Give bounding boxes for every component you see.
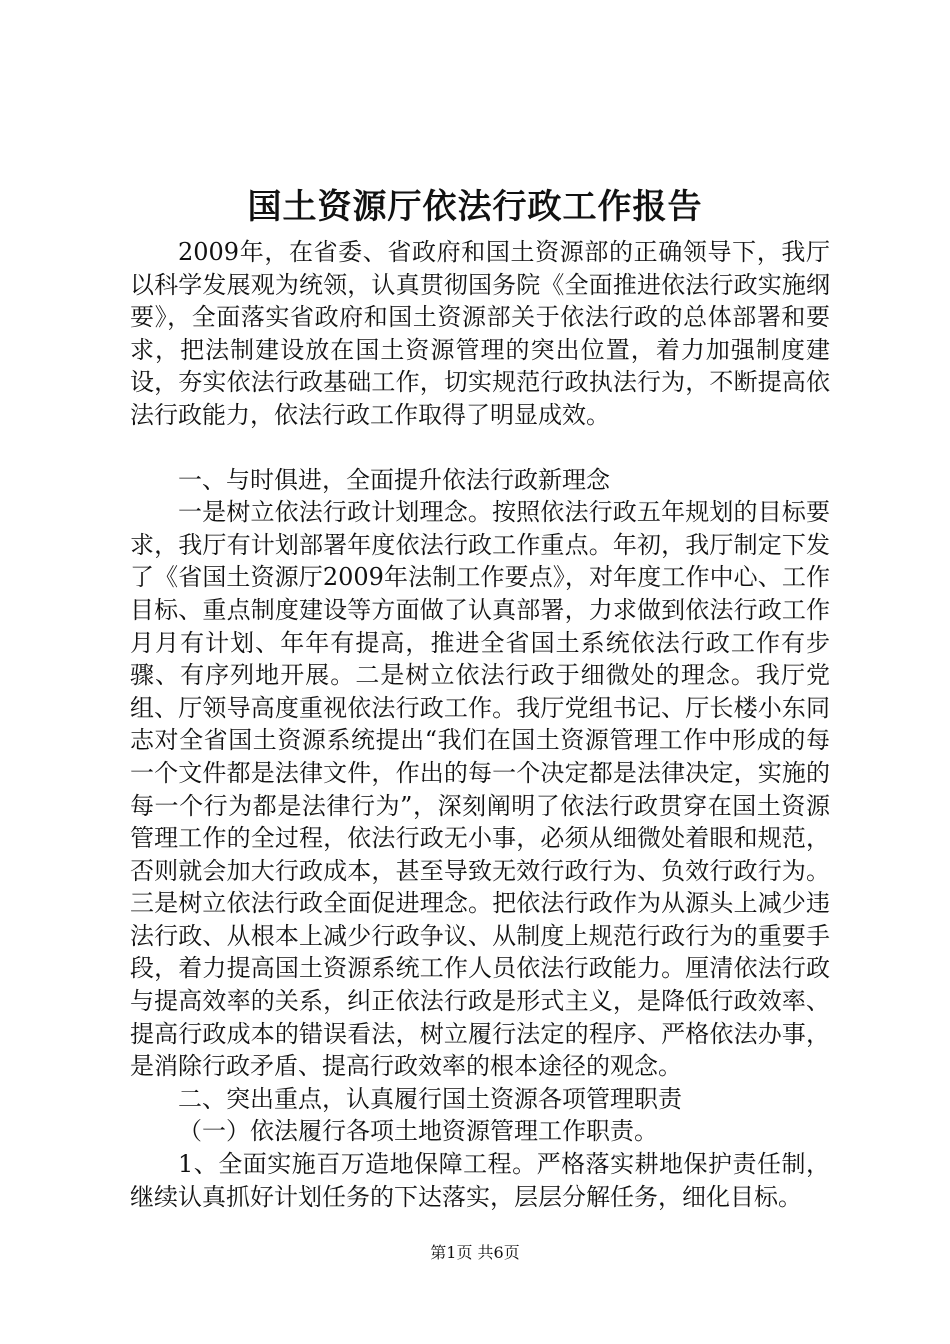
section-heading-1: 一、与时俱进，全面提升依法行政新理念	[178, 465, 610, 494]
section-heading-2: 二、突出重点，认真履行国土资源各项管理职责	[178, 1084, 682, 1113]
paragraph-item-1: 1、全面实施百万造地保障工程。严格落实耕地保护责任制，继续认真抓好计划任务的下达落实，层层分解任务，细化目标。	[130, 1150, 830, 1211]
document-title: 国土资源厅依法行政工作报告	[247, 187, 703, 227]
subsection-heading-1: （一）依法履行各项土地资源管理工作职责。	[178, 1117, 658, 1146]
page-number-footer: 第1页 共6页	[430, 1243, 520, 1262]
paragraph-section-1: 一是树立依法行政计划理念。按照依法行政五年规划的目标要求，我厅有计划部署年度依法行政工作重点。年初，我厅制定下发了《省国土资源厅2009年法制工作要点》，对年度工作中心、工作目标、重点制度建设等方面做了认真部署，力求做到依法行政工作月月有计划、年年有提高，推进全省国土系统依法行政工作有步骤、有序列地开展。二是树立依法行政于细微处的理念。我厅党组、厅领导高度重视依法行政工作。我厅党组书记、厅长楼小东同志对全省国土资源系统提出“我们在国土资源管理工作中形成的每一个文件都是法律文件，作出的每一个决定都是法律决定，实施的每一个行为都是法律行为”，深刻阐明了依法行政贯穿在国土资源管理工作的全过程，依法行政无小事，必须从细微处着眼和规范，否则就会加大行政成本，甚至导致无效行政行为、负效行政行为。三是树立依法行政全面促进理念。把依法行政作为从源头上减少违法行政、从根本上减少行政争议、从制度上规范行政行为的重要手段，着力提高国土资源系统工作人员依法行政能力。厘清依法行政与提高效率的关系，纠正依法行政是形式主义，是降低行政效率、提高行政成本的错误看法，树立履行法定的程序、严格依法办事，是消除行政矛盾、提高行政效率的根本途径的观念。	[130, 498, 830, 1081]
paragraph-intro: 2009年，在省委、省政府和国土资源部的正确领导下，我厅以科学发展观为统领，认真贯彻国务院《全面推进依法行政实施纲要》，全面落实省政府和国土资源部关于依法行政的总体部署和要求，把法制建设放在国土资源管理的突出位置，着力加强制度建设，夯实依法行政基础工作，切实规范行政执法行为，不断提高依法行政能力，依法行政工作取得了明显成效。	[130, 238, 830, 429]
document-body	[130, 236, 830, 1213]
